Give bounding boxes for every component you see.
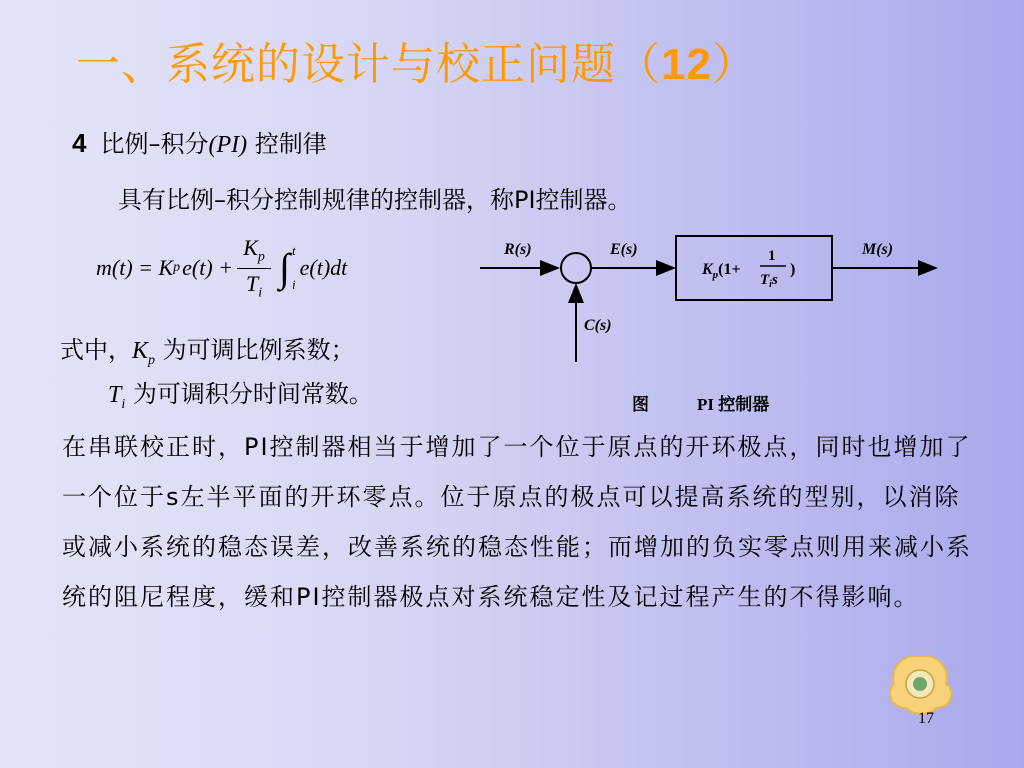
diagram-caption: 图 PI 控制器 bbox=[632, 395, 770, 414]
block-frac-num: 1 bbox=[768, 248, 776, 264]
section-heading bbox=[72, 124, 327, 159]
pi-formula: m(t) = K p e(t) + $\frac{K_p}{T_i}$ ∫ t i e(t)dt bbox=[96, 235, 348, 300]
pi-block-diagram bbox=[476, 226, 946, 370]
block-label: $K_p(1+$ bbox=[702, 261, 741, 281]
summing-junction bbox=[561, 253, 591, 283]
page-number: 17 bbox=[918, 710, 934, 727]
ti-definition: $T_i$ 为可调积分时间常数。 bbox=[108, 380, 373, 412]
section-number: 4 bbox=[72, 128, 87, 158]
section-math: (PI) bbox=[208, 132, 248, 158]
section-text-post: 控制律 bbox=[254, 130, 327, 158]
integral-sign: ∫ bbox=[279, 245, 291, 290]
kp-definition: 式中，$K_p$ 为可调比例系数； bbox=[60, 336, 355, 368]
pi-block bbox=[676, 236, 832, 300]
error-label: E(s) bbox=[610, 241, 638, 258]
formula-fraction: $\frac{K_p}{T_i}$ bbox=[237, 235, 271, 301]
input-label: R(s) bbox=[504, 241, 532, 258]
output-label: M(s) bbox=[862, 241, 894, 258]
block-close: ) bbox=[790, 261, 796, 278]
intro-text: 具有比例–积分控制规律的控制器，称PI控制器。 bbox=[118, 186, 632, 214]
explanation-paragraph: 在串联校正时，PI控制器相当于增加了一个位于原点的开环极点，同时也增加了一个位于s左半平面的开环零点。位于原点的极点可以提高系统的型别，以消除或减小系统的稳态误差，改善系统的稳态性能；而增加的负实零点则用来减小系统的阻尼程度，缓和PI控制器极点对系统稳定性及记过程产生的不得影响。 bbox=[62, 433, 972, 611]
slide-title: 一、系统的设计与校正问题（12） bbox=[76, 39, 757, 90]
block-frac-den: $T_is$ bbox=[760, 272, 778, 290]
section-text: 比例–积分 bbox=[100, 130, 209, 158]
feedback-label: C(s) bbox=[584, 317, 612, 334]
